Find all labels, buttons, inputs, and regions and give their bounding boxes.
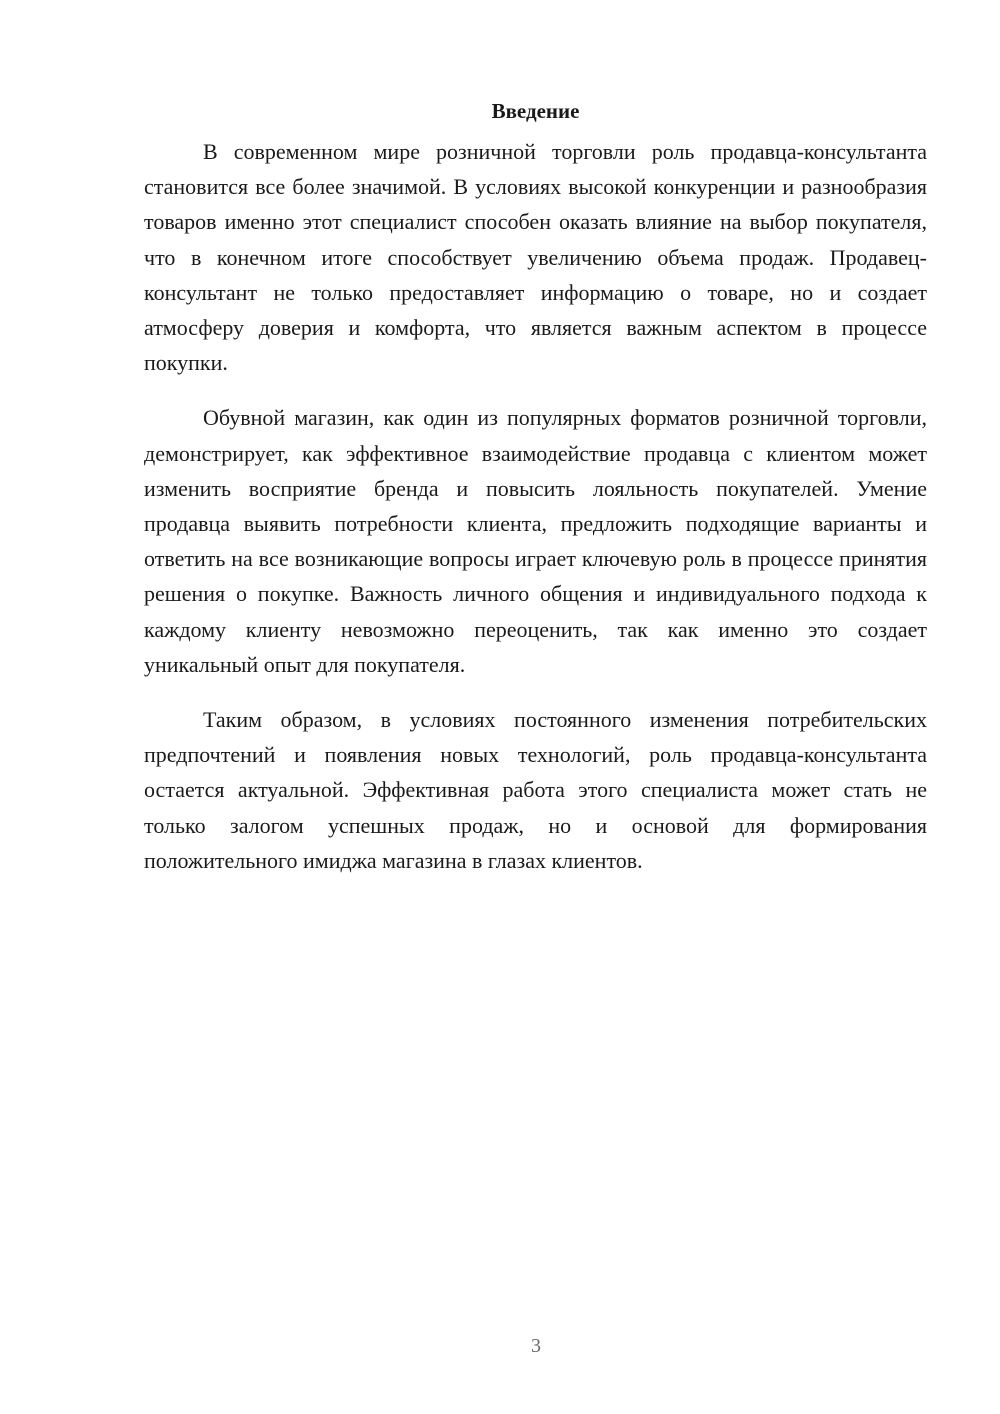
page-content: [144, 96, 927, 898]
page-number: 3: [531, 1335, 541, 1357]
paragraph-3: Таким образом, в условиях постоянного изменения потребительских предпочтений и появления новых технологий, роль продавца-консультанта остается актуальной. Эффективная работа этого специалиста может стать не только залогом успешных продаж, но и основой для формирования положительного имиджа магазина в глазах клиентов.: [144, 707, 927, 873]
paragraph-1: В современном мире розничной торговли роль продавца-консультанта становится все более значимой. В условиях высокой конкуренции и разнообразия товаров именно этот специалист способен оказать влияние на выбор покупателя, что в конечном итоге способствует увеличению объема продаж. Продавец-консультант не только предоставляет информацию о товаре, но и создает атмосферу доверия и комфорта, что является важным аспектом в процессе покупки.: [144, 139, 927, 376]
section-heading: Введение: [491, 99, 580, 123]
paragraph-2: Обувной магазин, как один из популярных форматов розничной торговли, демонстрирует, как эффективное взаимодействие продавца с клиентом может изменить восприятие бренда и повысить лояльность покупателей. Умение продавца выявить потребности клиента, предложить подходящие варианты и ответить на все возникающие вопросы играет ключевую роль в процессе принятия решения о покупке. Важность личного общения и индивидуального подхода к каждому клиенту невозможно переоценить, так как именно это создает уникальный опыт для покупателя.: [144, 405, 927, 677]
